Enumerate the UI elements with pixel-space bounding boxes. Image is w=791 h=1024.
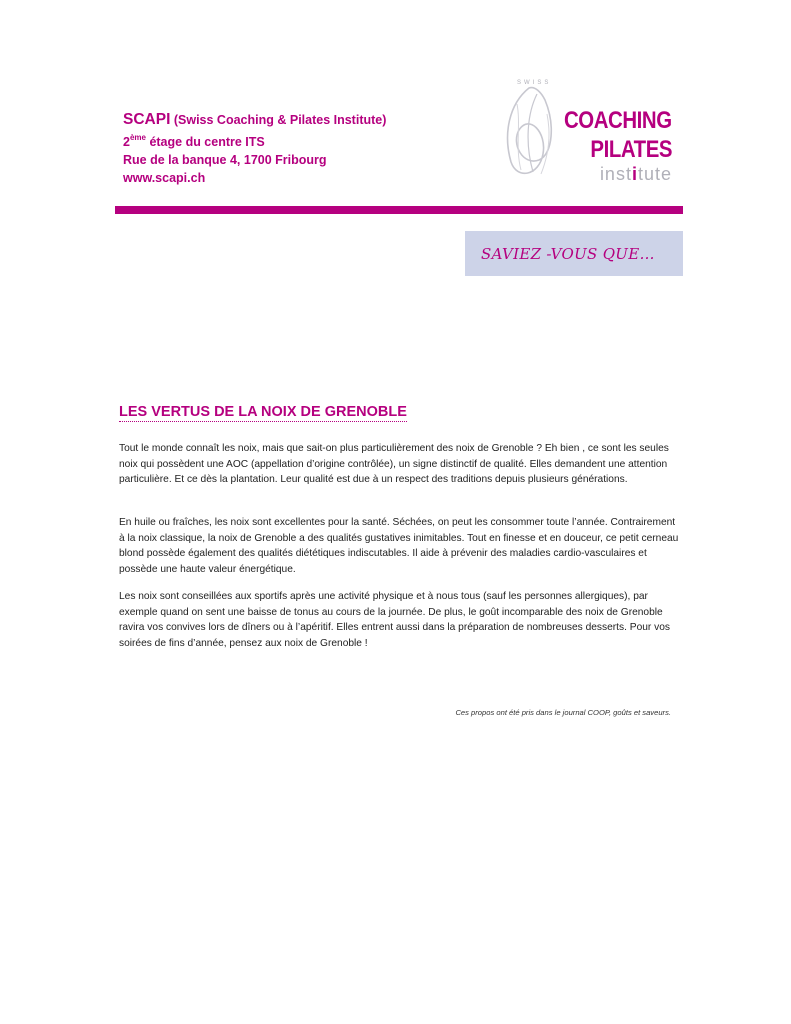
coaching-pilates-logo [499,76,689,188]
logo-swiss-text: SWISS [517,80,552,86]
logo-institute-a: inst [599,164,632,184]
website-link[interactable]: www.scapi.ch [123,171,206,185]
callout-text: SAVIEZ -VOUS QUE… [481,245,655,263]
floor-line [123,129,386,151]
logo-swirl-icon [499,84,559,180]
logo-institute-text [600,164,672,185]
logo-coaching-text: COACHING [564,107,672,134]
floor-text: étage du centre ITS [145,135,265,149]
logo-institute-accent: i [631,164,638,184]
article-title: LES VERTUS DE LA NOIX DE GRENOBLE [119,404,407,420]
logo-institute-b: tute [637,164,672,184]
source-note: Ces propos ont été pris dans le journal COOP, goûts et saveurs. [455,708,671,717]
floor-suffix: ème [129,133,146,142]
street-address: Rue de la banque 4, 1700 Fribourg [123,153,327,167]
did-you-know-callout [465,231,683,276]
header-address [123,111,386,187]
org-full-name: (Swiss Coaching & Pilates Institute) [173,113,387,127]
org-line [123,111,386,129]
article-paragraph-1: Tout le monde connaît les noix, mais que sait-on plus particulièrement des noix de Grenoble ? Eh bien , ce sont les seules noix qui possèdent une AOC (appellation d’origine contrôlée), un signe distinctif de qualité. Elles demandent une attention particulière. Et ce dès la plantation. Leur qualité est due à un respect des traditions depuis plusieurs générations. [119,443,669,486]
article-paragraph-2: En huile ou fraîches, les noix sont excellentes pour la santé. Séchées, on peut les consommer toute l’année. Contrairement à la noix classique, la noix de Grenoble a des qualités gustatives inimitables. Tout en finesse et en douceur, ce petit cerneau blond possède également des qualités diététiques indiscutables. Il aide à prévenir des maladies cardio-vasculaires et possède une haute valeur énergétique. [119,517,679,575]
org-name: SCAPI [123,111,171,128]
logo-pilates-text: PILATES [590,136,672,163]
floor-number: 2 [123,135,130,149]
header-divider [115,206,683,214]
article-paragraph-3: Les noix sont conseillées aux sportifs après une activité physique et à nous tous (sauf les personnes allergiques), par exemple quand on sent une baisse de tonus au cours de la journée. De plus, le goût incomparable des noix de Grenoble ravira vos convives lors de dîners ou à l’apéritif. Elles entrent aussi dans la préparation de nombreuses desserts. Pour vos soirées de fins d’année, pensez aux noix de Grenoble ! [119,591,670,649]
